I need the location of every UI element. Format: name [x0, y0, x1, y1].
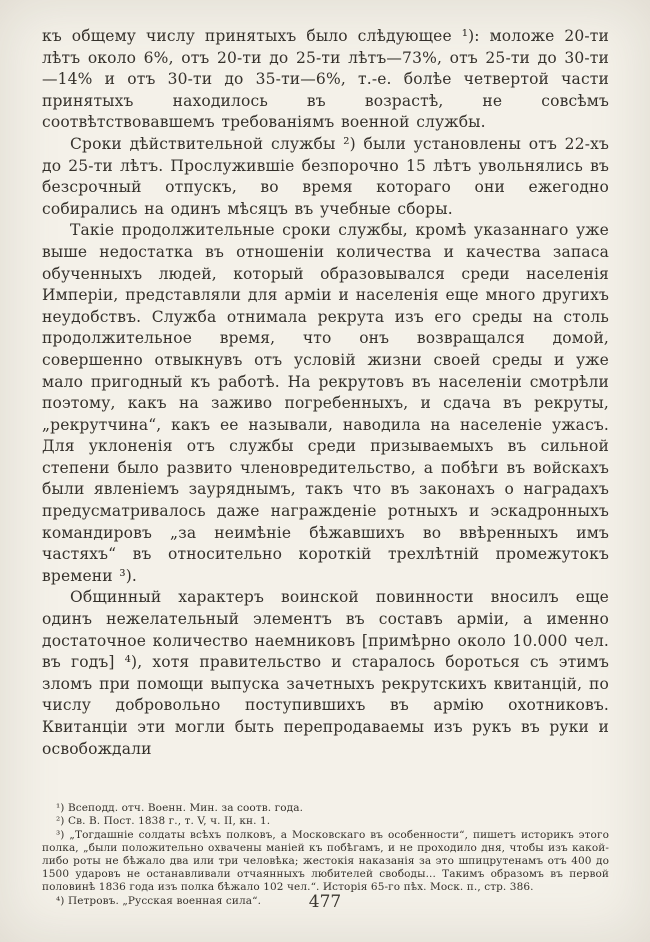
footnote-4: ⁴) Петровъ. „Русская военная сила“. [56, 894, 262, 907]
paragraph-continuation: къ общему числу принятыхъ было слѣдующее ¹): моложе 20-ти лѣтъ около 6%, отъ 20-ти до 25-ти лѣтъ—73%, отъ 25-ти до 30-ти—14% и отъ 30-ти до 35-ти—6%, т.-е. болѣе четвертой части принятыхъ находилось въ возрастѣ, не совсѣмъ соотвѣтствовавшемъ требованіямъ военной службы. [42, 27, 609, 132]
footnote-1: ¹) Всеподд. отч. Военн. Мин. за соотв. года. [56, 802, 304, 815]
footnote-3: ³) „Тогдашніе солдаты всѣхъ полковъ, а Московскаго въ особенности“, пишетъ историкъ этого полка, „были положительно охвачены маніей къ побѣгамъ, и не проходило дня, чтобы изъ какой-либо роты не бѣжало два или три человѣка; жестокія наказанія за это шпицрутенамъ отъ 400 до 1500 ударовъ не останавливали отчаянныхъ любителей свободы... Такимъ образомъ въ первой половинѣ 1836 года изъ полка бѣжало 102 чел.“. Исторія 65-го пѣх. Моск. п., стр. 386. [42, 828, 609, 894]
footnote-2: ²) Св. В. Пост. 1838 г., т. V, ч. II, кн. 1. [56, 815, 271, 828]
paragraph-service-terms: Сроки дѣйствительной службы ²) были установлены отъ 22-хъ до 25-ти лѣтъ. Прослужившіе безпорочно 15 лѣтъ увольнялись въ безсрочный отпускъ, во время котораго они ежегодно собирались на одинъ мѣсяцъ въ учебные сборы. [42, 134, 609, 218]
page-number: 477 [308, 892, 342, 912]
body-text [42, 26, 609, 760]
paragraph-communal-character: Общинный характеръ воинской повинности вносилъ еще одинъ нежелательный элементъ въ составъ арміи, а именно достаточное количество наемниковъ [примѣрно около 10.000 чел. въ годъ] ⁴), хотя правительство и старалось бороться съ этимъ зломъ при помощи выпуска зачетныхъ рекрутскихъ квитанцій, по числу добровольно поступившихъ въ армію охотниковъ. Квитанціи эти могли быть перепродаваемы изъ рукъ въ руки и освобождали [42, 588, 609, 758]
paragraph-long-service-drawbacks: Такіе продолжительные сроки службы, кромѣ указаннаго уже выше недостатка въ отношеніи количества и качества запаса обученныхъ людей, который образовывался среди населенія Имперіи, представляли для арміи и населенія еще много другихъ неудобствъ. Служба отнимала рекрута изъ его среды на столь продолжительное время, что онъ возвращался домой, совершенно отвыкнувъ отъ условій жизни своей среды и уже мало пригодный къ работѣ. На рекрутовъ въ населеніи смотрѣли поэтому, какъ на заживо погребенныхъ, и сдача въ рекруты, „рекрутчина“, какъ ее называли, наводила на населеніе ужасъ. Для уклоненія отъ службы среди призываемыхъ въ сильной степени было развито членовредительство, а побѣги въ войскахъ были явленіемъ зауряднымъ, такъ что въ законахъ о наградахъ предусматривалось даже награжденіе ротныхъ и эскадронныхъ командировъ „за неимѣніе бѣжавшихъ во ввѣренныхъ имъ частяхъ“ въ относительно короткій трехлѣтній промежутокъ времени ³). [42, 221, 609, 585]
